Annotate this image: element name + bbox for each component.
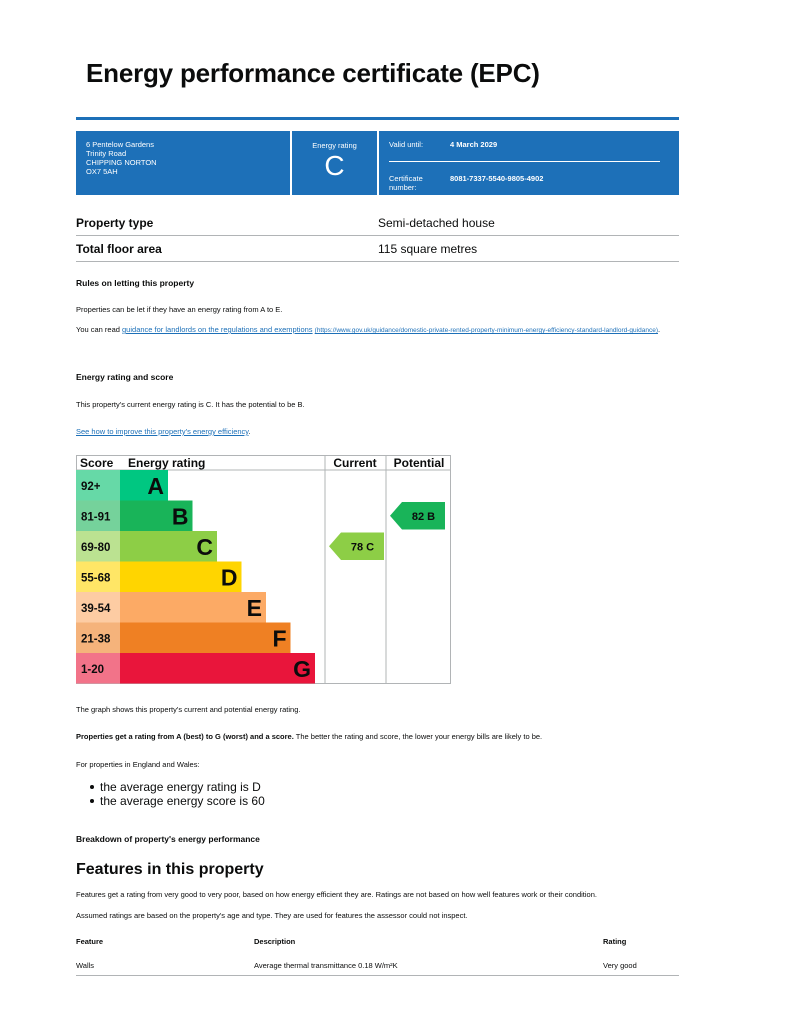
rating-letter-b: B: [171, 503, 189, 530]
letting-paragraph: Properties can be let if they have an energy rating from A to E.: [76, 305, 283, 314]
rating-cell: Very good: [603, 961, 637, 970]
feature-cell: Walls: [76, 961, 95, 970]
rating-letter-c: C: [196, 533, 213, 560]
valid-until-label: Valid until:: [389, 140, 424, 149]
score-label-a: 92+: [81, 480, 101, 493]
improve-suffix: .: [248, 427, 251, 436]
list-item: the average energy rating is D: [100, 780, 265, 794]
score-label-g: 1-20: [81, 663, 105, 676]
rating-letter-f: F: [272, 625, 287, 652]
valid-until-value: 4 March 2029: [450, 140, 498, 149]
letting-guidance-paragraph: [76, 325, 679, 336]
features-heading: Features in this property: [76, 861, 264, 878]
score-label-b: 81-91: [81, 511, 111, 524]
list-item: the average energy score is 60: [100, 794, 265, 808]
energy-rating-chart-svg: [76, 455, 451, 684]
floor-area-row: [76, 236, 679, 262]
rating-letter-g: G: [293, 655, 311, 682]
guidance-suffix: .: [658, 325, 661, 334]
rating-bar-f: [120, 623, 291, 654]
description-cell: Average thermal transmittance 0.18 W/m²K: [254, 961, 398, 970]
rating-score-heading: Energy rating and score: [76, 372, 174, 382]
improve-efficiency-link[interactable]: See how to improve this property's energy efficiency: [76, 427, 249, 436]
score-column-header: Score: [80, 456, 114, 470]
graph-note: The graph shows this property's current and potential energy rating.: [76, 705, 301, 714]
score-label-f: 21-38: [81, 633, 111, 646]
property-type-row: [76, 210, 679, 236]
score-label-e: 39-54: [81, 602, 111, 615]
page-title: Energy performance certificate (EPC): [86, 58, 540, 88]
table-header-rating: Rating: [603, 937, 627, 946]
rating-explanation: [76, 732, 679, 742]
table-header-description: Description: [254, 937, 296, 946]
letting-heading: Rules on letting this property: [76, 278, 195, 288]
features-rating-paragraph: Features get a rating from very good to very poor, based on how energy efficient they are. Ratings are not based on how well features work or their condition.: [76, 890, 597, 899]
rating-bar-g: [120, 653, 315, 684]
england-wales-intro: For properties in England and Wales:: [76, 760, 200, 769]
title-divider: [76, 117, 679, 120]
guidance-prefix: You can read: [76, 325, 123, 334]
energy-rating-chart: [76, 455, 451, 684]
property-address: [86, 140, 157, 176]
property-type-value: Semi-detached house: [378, 216, 495, 230]
floor-area-value: 115 square metres: [378, 242, 478, 256]
assumed-ratings-paragraph: Assumed ratings are based on the property's age and type. They are used for features the assessor could not inspect.: [76, 911, 468, 920]
rating-explanation-rest: The better the rating and score, the lower your energy bills are likely to be.: [293, 732, 543, 741]
rating-letter-d: D: [220, 564, 238, 591]
floor-area-label: Total floor area: [76, 242, 162, 256]
average-stats-list: [100, 780, 265, 808]
potential-column-header: Potential: [393, 456, 445, 470]
energy-rating-letter: C: [324, 150, 345, 181]
table-row-divider: [76, 975, 679, 976]
breakdown-heading: Breakdown of property's energy performance: [76, 834, 260, 844]
address-line: 6 Pentelow Gardens: [86, 140, 154, 149]
banner-inner-divider: [389, 161, 660, 162]
potential-rating-arrow-label: 82 B: [411, 510, 436, 523]
banner-divider: [377, 131, 379, 195]
certificate-number-value: 8081-7337-5540-9805-4902: [450, 174, 544, 183]
landlord-guidance-url[interactable]: (https://www.gov.uk/guidance/domestic-private-rented-property-minimum-energy-efficiency-standard-landlord-guidance): [314, 327, 658, 334]
certificate-number-label: Certificate number:: [389, 174, 423, 192]
rating-letter-a: A: [147, 472, 164, 499]
address-line: CHIPPING NORTON: [86, 158, 157, 167]
table-header-feature: Feature: [76, 937, 104, 946]
property-type-label: Property type: [76, 216, 154, 230]
current-column-header: Current: [333, 456, 377, 470]
address-line: Trinity Road: [86, 149, 127, 158]
landlord-guidance-link[interactable]: guidance for landlords on the regulations and exemptions: [122, 325, 313, 334]
improve-paragraph: [76, 427, 679, 437]
energy-rating-column-header: Energy rating: [128, 456, 206, 470]
score-label-c: 69-80: [81, 541, 111, 554]
certificate-banner: [76, 131, 679, 195]
rating-bar-e: [120, 592, 266, 623]
rating-explanation-bold: Properties get a rating from A (best) to G (worst) and a score.: [76, 732, 294, 741]
current-potential-paragraph: This property's current energy rating is C. It has the potential to be B.: [76, 400, 305, 409]
energy-rating-label: Energy rating: [312, 141, 357, 150]
address-line: OX7 5AH: [86, 167, 118, 176]
score-label-d: 55-68: [81, 572, 111, 585]
rating-letter-e: E: [246, 594, 262, 621]
current-rating-arrow-label: 78 C: [350, 541, 375, 554]
